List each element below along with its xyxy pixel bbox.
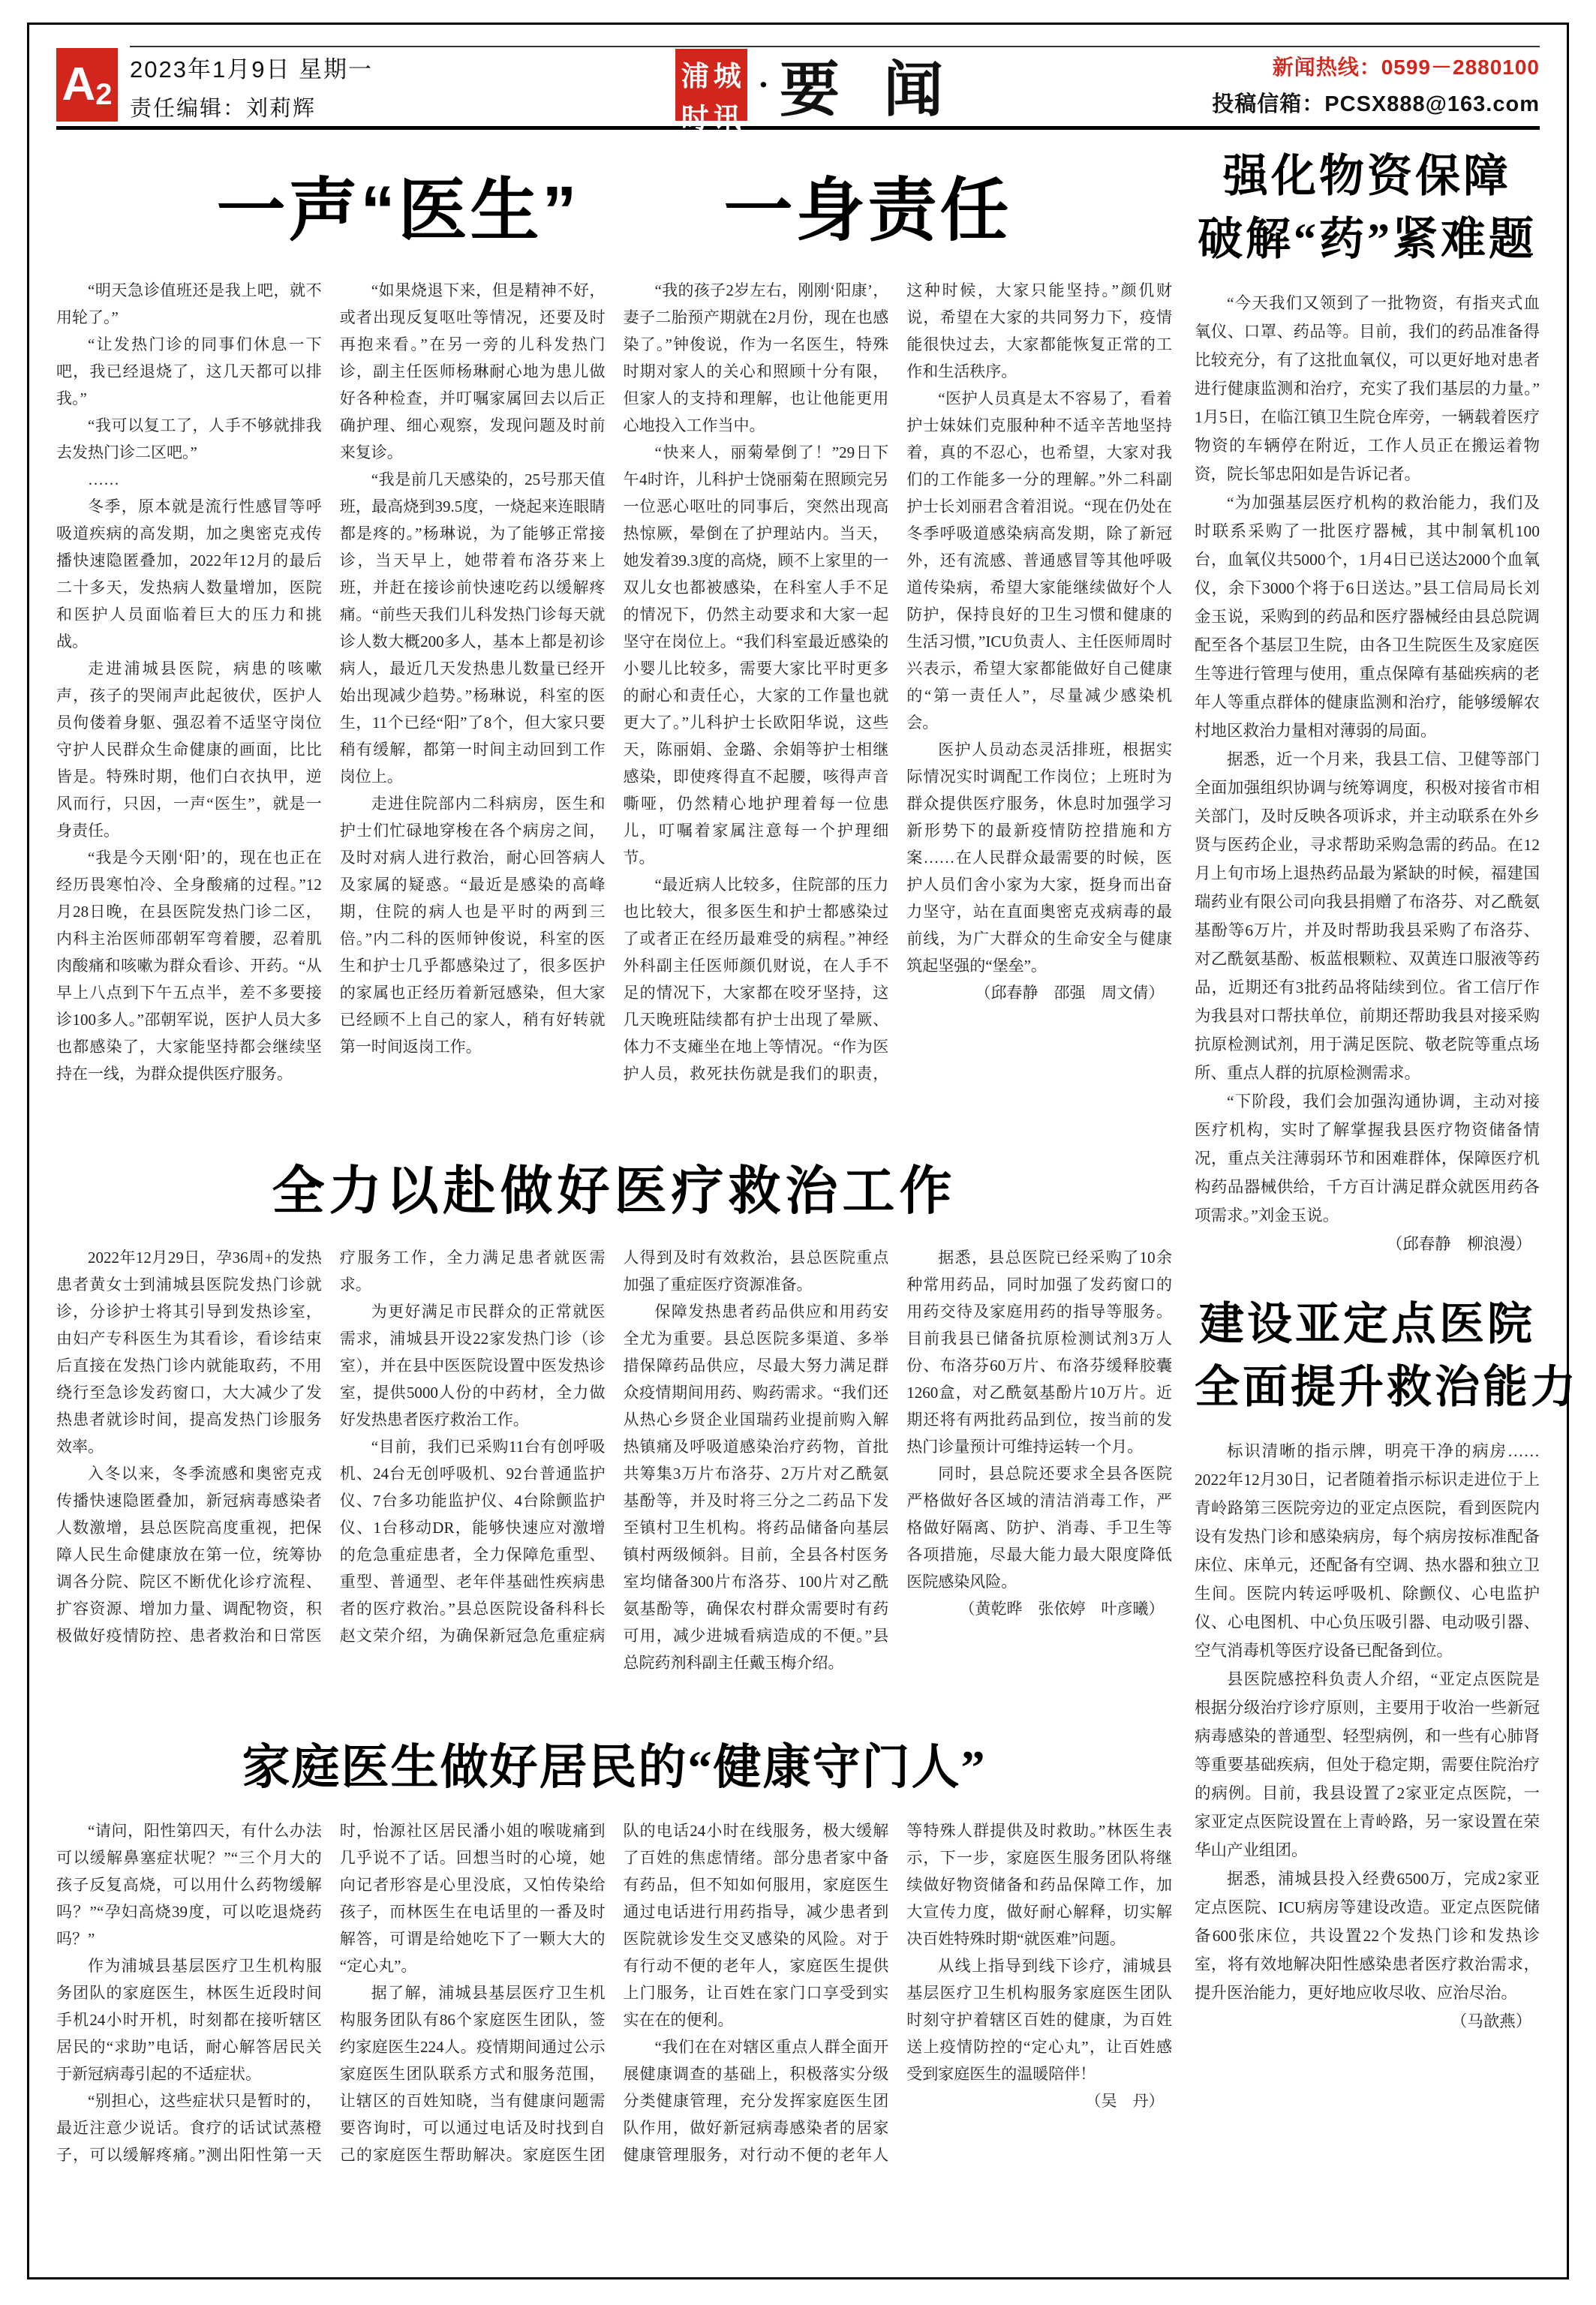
submission-email: 投稿信箱：PCSX888@163.com <box>1212 92 1540 116</box>
paragraph: “让发热门诊的同事们休息一下吧，我已经退烧了，这几天都可以排我。” <box>56 335 322 407</box>
article-supplies-title <box>1195 145 1540 271</box>
logo-char: 浦 <box>681 61 709 92</box>
issue-editor: 责任编辑：刘莉辉 <box>130 96 317 121</box>
page-content <box>56 145 1579 2237</box>
paragraph: “下阶段，我们会加强沟通协调，主动对接医疗机构，实时了解掌握我县医疗物资储备情况，重点关注薄弱环节和困难群体，保障医疗机构药品器械供给，千方百计满足群众就医用药各项需求。”刘金玉说。 <box>1195 1092 1540 1225</box>
paragraph: “别担心，这些症状只是暂时的，最近注意少说话。食疗的话试试蒸橙子，可以缓解疼痛。”测出阳性第一天时，怡源社区居民潘小姐的喉咙痛到几乎说不了话。回想当时的心境，她向记者形容是心里没底，又怕传染给孩子，而林医生在电话里的一番及时解答，可谓是给她吃下了一颗大大的“定心丸”。 <box>56 1822 606 2164</box>
paragraph: 据悉，县总医院已经采购了10余种常用药品，同时加强了发药窗口的用药交待及家庭用药的指导等服务。目前我县已储备抗原检测试剂3万人份、布洛芬60万片、布洛芬缓释胶囊1260盒，对乙酰氨基酚片10万片。近期还将有两批药品到位，按当前的发热门诊量预计可维持运转一个月。 <box>906 1249 1172 1456</box>
edition-number: 2 <box>95 78 113 111</box>
article-familydoctor <box>56 1729 1172 2237</box>
right-column <box>1195 145 1579 2237</box>
header-band <box>130 46 1540 134</box>
paragraph: 县医院感控科负责人介绍，“亚定点医院是根据分级治疗诊疗原则，主要用于收治一些新冠病毒感染的普通型、轻型病例，和一些有心肺肾等重要基础疾病，但处于稳定期，需要住院治疗的病例。目前，我县设置了2家亚定点医院，一家亚定点医院设置在上青岭路，另一家设置在荣华山产业组团。 <box>1195 1670 1540 1859</box>
logo-char: 时 <box>681 103 709 134</box>
article-treatment <box>56 1149 1172 1703</box>
title-line: 建设亚定点医院 <box>1199 1300 1535 1349</box>
edition-letter: A <box>62 59 96 110</box>
paragraph: “我们在在对辖区重点人群全面开展健康调查的基础上，积极落实分级分类健康管理，充分发挥家庭医生团队作用，做好新冠病毒感染者的居家健康管理服务，对行动不便的老年人等特殊人群提供及时救助。”林医生表示，下一步，家庭医生服务团队将继续做好物资储备和药品保障工作，加大宣传力度，做好耐心解释，切实解决百姓特殊时期“就医难”问题。 <box>623 1822 1172 2164</box>
paragraph: 入冬以来，冬季流感和奥密克戎传播快速隐匿叠加，新冠病毒感染者人数激增，县总医院高度重视，把保障人民生命健康放在第一位，统筹协调各分院、院区不断优化诊疗流程、扩容资源、增加力量、调配物资，积极做好疫情防控、患者救治和日常医疗服务工作，全力满足患者就医需求。 <box>56 1249 606 1645</box>
paragraph: “如果烧退下来，但是精神不好，或者出现反复呕吐等情况，还要及时再抱来看。”在另一旁的儿科发热门诊，副主任医师杨琳耐心地为患儿做好各种检查，并叮嘱家属回去以后正确护理、细心观察，发现问题及时前来复诊。 <box>339 281 606 461</box>
issue-date: 2023年1月9日 星期一 <box>130 56 374 83</box>
paragraph: “我是前几天感染的，25号那天值班，最高烧到39.5度，一烧起来连眼睛都是疼的。”杨琳说，为了能够正常接诊，当天早上，她带着布洛芬来上班，并赶在接诊前快速吃药以缓解疼痛。“前些天我们儿科发热门诊每天就诊人数大概200多人，基本上都是初诊病人，最近几天发热患儿数量已经开始出现减少趋势。”杨琳说，科室的医生，11个已经“阳”了8个，但大家只要稍有缓解，都第一时间主动回到工作岗位上。 <box>339 470 606 786</box>
paragraph: 同时，县总院还要求全县各医院严格做好各区域的清洁消毒工作，严格做好隔离、防护、消毒、手卫生等各项措施，尽最大能力最大限度降低医院感染风险。 <box>906 1465 1172 1591</box>
contact-block <box>1187 51 1540 118</box>
paragraph: 据悉，近一个月来，我县工信、卫健等部门全面加强组织协调与统筹调度，积极对接省市相关部门，及时反映各项诉求，并主动联系在外乡贤与医药企业，寻求帮助采购急需的药品。在12月上旬市场上退热药品最为紧缺的时候，福建国瑞药业有限公司向我县捐赠了布洛芬、对乙酰氨基酚等6万片，并及时帮助我县采购了布洛芬、对乙酰氨基酚、板蓝根颗粒、双黄连口服液等药品，近期还有3批药品将陆续到位。省工信厅作为我县对口帮扶单位，前期还帮助我县对接采购抗原检测试剂，用于满足医院、敬老院等重点场所、重点人群的抗原检测需求。 <box>1195 750 1540 1082</box>
paragraph: 2022年12月29日，孕36周+的发热患者黄女士到浦城县医院发热门诊就诊，分诊护士将其引导到发热诊室，由妇产专科医生为其看诊，看诊结束后直接在发热门诊内就能取药，不用绕行至急诊发药窗口，大大减少了发热患者就诊时间，提高发热门诊服务效率。 <box>56 1249 322 1456</box>
newspaper-page <box>27 23 1579 2279</box>
masthead <box>445 41 1187 134</box>
byline: （马歆燕） <box>1450 2012 1532 2030</box>
masthead-separator: · <box>757 65 770 104</box>
left-column <box>56 145 1172 2237</box>
title-line: 全面提升救治能力 <box>1195 1363 1579 1412</box>
paragraph: 走进住院部内二科病房，医生和护士们忙碌地穿梭在各个病房之间，及时对病人进行救治，耐心回答病人及家属的疑惑。“最近是感染的高峰期，住院的病人也是平时的两到三倍。”内二科的医师钟俊说，科室的医生和护士几乎都感染过了，很多医护的家属也正经历着新冠感染，但大家已经顾不上自己的家人，稍有好转就第一时间返岗工作。 <box>339 795 606 1056</box>
logo-char: 城 <box>713 61 741 92</box>
paragraph: 从线上指导到线下诊疗，浦城县基层医疗卫生机构服务家庭医生团队时刻守护着辖区百姓的健康，为百姓送上疫情防控的“定心丸”，让百姓感受到家庭医生的温暖陪伴！ <box>906 1957 1172 2083</box>
paragraph: 冬季，原本就是流行性感冒等呼吸道疾病的高发期，加之奥密克戎传播快速隐匿叠加，2022年12月的最后二十多天，发热病人数量增加，医院和医护人员面临着巨大的压力和挑战。 <box>56 497 322 651</box>
paragraph: “请问，阳性第四天，有什么办法可以缓解鼻塞症状呢？”“三个月大的孩子反复高烧，可以用什么药物缓解吗？”“孕妇高烧39度，可以吃退烧药吗？” <box>56 1822 322 1948</box>
paragraph: 医护人员动态灵活排班，根据实际情况实时调配工作岗位；上班时为群众提供医疗服务，休息时加强学习新形势下的最新疫情防控措施和方案……在人民群众最需要的时候，医护人员们舍小家为大家，挺身而出奋力坚守，站在直面奥密克戎病毒的最前线，为广大群众的生命安全与健康筑起坚强的“堡垒”。 <box>906 741 1172 975</box>
paragraph: 据了解，浦城县基层医疗卫生机构服务团队有86个家庭医生团队，签约家庭医生224人。疫情期间通过公示家庭医生团队联系方式和服务范围，让辖区的百姓知晓，当有健康问题需要咨询时，可以通过电话及时找到自己的家庭医生帮助解决。家庭医生团队的电话24小时在线服务，极大缓解了百姓的焦虑情绪。部分患者家中备有药品，但不知如何服用，家庭医生通过电话进行用药指导，减少患者到医院就诊发生交叉感染的风险。对于有行动不便的老年人，家庭医生提供上门服务，让百姓在家门口享受到实实在在的便利。 <box>339 1822 889 2164</box>
article-main <box>56 155 1172 1123</box>
paragraph: 保障发热患者药品供应和用药安全尤为重要。县总医院多渠道、多举措保障药品供应，尽最大努力满足群众疫情期间用药、购药需求。“我们还从热心乡贤企业国瑞药业提前购入解热镇痛及呼吸道感染治疗药物，首批共筹集3万片布洛芬、2万片对乙酰氨基酚等，并及时将三分之二药品下发至镇村卫生机构。将药品储备向基层镇村两级倾斜。目前，全县各村医务室均储备300片布洛芬、100片对乙酰氨基酚等，确保农村群众需要时有药可用，减少进城看病造成的不便。”县总院药剂科副主任戴玉梅介绍。 <box>623 1303 889 1672</box>
paragraph: “医护人员真是太不容易了，看着护士妹妹们克服种种不适辛苦地坚持着，真的不忍心，也希望，大家对我们的工作能多一分的理解。”外二科副护士长刘丽君含着泪说。“现在仍处在冬季呼吸道感染病高发期，除了新冠外，还有流感、普通感冒等其他呼吸道传染病，希望大家能继续做好个人防护，保持良好的卫生习惯和健康的生活习惯，”ICU负责人、主任医师周时兴表示，希望大家都能做好自己健康的“第一责任人”，尽量减少感染机会。 <box>906 389 1172 732</box>
page-header <box>56 46 1540 134</box>
paragraph: 标识清晰的指示牌，明亮干净的病房……2022年12月30日，记者随着指示标识走进位于上青岭路第三医院旁边的亚定点医院，看到医院内设有发热门诊和感染病房，每个病房按标准配备床位、床单元，还配备有空调、热水器和独立卫生间。医院内转运呼吸机、除颤仪、心电监护仪、心电图机、中心负压吸引器、电动吸引器、空气消毒机等医疗设备已配备到位。 <box>1195 1442 1540 1660</box>
paragraph: “最近病人比较多，住院部的压力也比较大，很多医生和护士都感染过了或者正在经历最难受的病程。”神经外科副主任医师颜仉财说，在人手不足的情况下，大家都在咬牙坚持，这几天晚班陆续都有护士出现了晕厥、体力不支瘫坐在地上等情况。“作为医护人员，救死扶伤就是我们的职责，这种时候，大家只能坚持。”颜仉财说，希望在大家的共同努力下，疫情能很快过去，大家都能恢复正常的工作和生活秩序。 <box>623 281 1172 1083</box>
paragraph: “明天急诊值班还是我上吧，就不用轮了。” <box>56 281 322 326</box>
edition-badge <box>56 48 118 122</box>
article-supplies <box>1195 145 1540 1258</box>
article-main-body <box>56 277 1172 1123</box>
article-treatment-title: 全力以赴做好医疗救治工作 <box>272 1163 957 1221</box>
newspaper-logo <box>675 49 747 134</box>
paragraph: “目前，我们已采购11台有创呼吸机、24台无创呼吸机、92台普通监护仪、7台多功能监护仪、4台除颤监护仪、1台移动DR，能够快速应对激增的危急重症患者，全力保障危重型、重型、普通型、老年伴基础性疾病患者的医疗救治。”县总医院设备科科长赵文荣介绍，为确保新冠急危重症病人得到及时有效救治，县总医院重点加强了重症医疗资源准备。 <box>339 1249 889 1645</box>
article-familydoctor-title: 家庭医生做好居民的“健康守门人” <box>242 1741 987 1794</box>
paragraph: 为更好满足市民群众的正常就医需求，浦城县开设22家发热门诊（诊室），并在县中医医院设置中医发热诊室，提供5000人份的中药材，全力做好发热患者医疗救治工作。 <box>339 1303 606 1429</box>
article-subhospital-title <box>1195 1293 1579 1419</box>
logo-char: 讯 <box>713 103 741 134</box>
byline: （吴 丹） <box>1085 2092 1165 2110</box>
section-title: 要 闻 <box>780 56 957 123</box>
title-line: 破解“药”紧难题 <box>1198 215 1537 264</box>
article-subhospital-body <box>1195 1437 1540 2036</box>
paragraph: “为加强基层医疗机构的救治能力，我们及时联系采购了一批医疗器械，其中制氧机100台，血氧仪共5000个，1月4日已送达2000个血氧仪，余下3000个将于6日送达。”县工信局局长刘金玉说，采购到的药品和医疗器械经由县总院调配至各个基层卫生院，由各卫生院医生及家庭医生等进行管理与使用，重点保障有基础疾病的老年人等重点群体的健康监测和治疗，能够缓解农村地区救治力量相对薄弱的局面。 <box>1195 494 1540 740</box>
article-familydoctor-body <box>56 1817 1172 2237</box>
byline: （黄乾晔 张依婷 叶彦曦） <box>959 1600 1165 1618</box>
issue-info <box>130 47 445 122</box>
title-line: 强化物资保障 <box>1223 152 1511 201</box>
paragraph: 据悉，浦城县投入经费6500万，完成2家亚定点医院、ICU病房等建设改造。亚定点医院储备600张床位，共设置22个发热门诊和发热诊室，将有效地解决阳性感染患者医疗救治需求，提升医治能力，更好地应收尽收、应治尽治。 <box>1195 1870 1540 2002</box>
news-hotline: 新闻热线：0599－2880100 <box>1272 56 1540 79</box>
paragraph: “我是今天刚‘阳’的，现在也正在经历畏寒怕冷、全身酸痛的过程。”12月28日晚，在县医院发热门诊二区，内科主治医师邵朝军弯着腰，忍着肌肉酸痛和咳嗽为群众看诊、开药。“从早上八点到下午五点半，差不多要接诊100多人。”邵朝军说，医护人员大多也都感染了，大家能坚持都会继续坚持在一线，为群众提供医疗服务。 <box>56 849 322 1083</box>
paragraph: “我的孩子2岁左右，刚刚‘阳康’，妻子二胎预产期就在2月份，现在也感染了。”钟俊说，作为一名医生，特殊时期对家人的关心和照顾十分有限，但家人的支持和理解，也让他能更用心地投入工作当中。 <box>623 281 889 434</box>
byline: （邱春静 邵强 周文倩） <box>975 984 1165 1002</box>
paragraph: “快来人，丽菊晕倒了！”29日下午4时许，儿科护士饶丽菊在照顾完另一位恶心呕吐的同事后，突然出现高热惊厥，晕倒在了护理站内。当天，她发着39.3度的高烧，顾不上家里的一双儿女也都被感染，在科室人手不足的情况下，仍然主动要求和大家一起坚守在岗位上。“我们科室最近感染的小婴儿比较多，需要大家比平时更多的耐心和责任心，大家的工作量也就更大了。”儿科护士长欧阳华说，这些天，陈丽娟、金璐、余娟等护士相继感染，即使疼得直不起腰，咳得声音嘶哑，仍然精心地护理着每一位患儿，叮嘱着家属注意每一个护理细节。 <box>623 443 889 867</box>
paragraph: 走进浦城县医院，病患的咳嗽声，孩子的哭闹声此起彼伏，医护人员佝偻着身躯、强忍着不适坚守岗位守护人民群众生命健康的画面，比比皆是。特殊时期，他们白衣执甲，逆风而行，只因，一声“医生”，就是一身责任。 <box>56 660 322 840</box>
byline: （邱春静 柳浪漫） <box>1386 1235 1532 1253</box>
article-main-title: 一声“医生” 一身责任 <box>216 173 1012 249</box>
article-treatment-body <box>56 1244 1172 1703</box>
paragraph: …… <box>88 470 119 488</box>
paragraph: 作为浦城县基层医疗卫生机构服务团队的家庭医生，林医生近段时间手机24小时开机，时刻都在接听辖区居民的“求助”电话，耐心解答居民关于新冠病毒引起的不适症状。 <box>56 1957 322 2083</box>
article-supplies-body <box>1195 289 1540 1258</box>
paragraph: “我可以复工了，人手不够就排我去发热门诊二区吧。” <box>56 416 322 461</box>
paragraph: “今天我们又领到了一批物资，有指夹式血氧仪、口罩、药品等。目前，我们的药品准备得比较充分，有了这批血氧仪，可以更好地对患者进行健康监测和治疗，充实了我们基层的力量。”1月5日，在临江镇卫生院仓库旁，一辆载着医疗物资的车辆停在附近，工作人员正在搬运着物资，院长邹忠阳如是告诉记者。 <box>1195 294 1540 483</box>
article-subhospital <box>1195 1293 1579 2036</box>
